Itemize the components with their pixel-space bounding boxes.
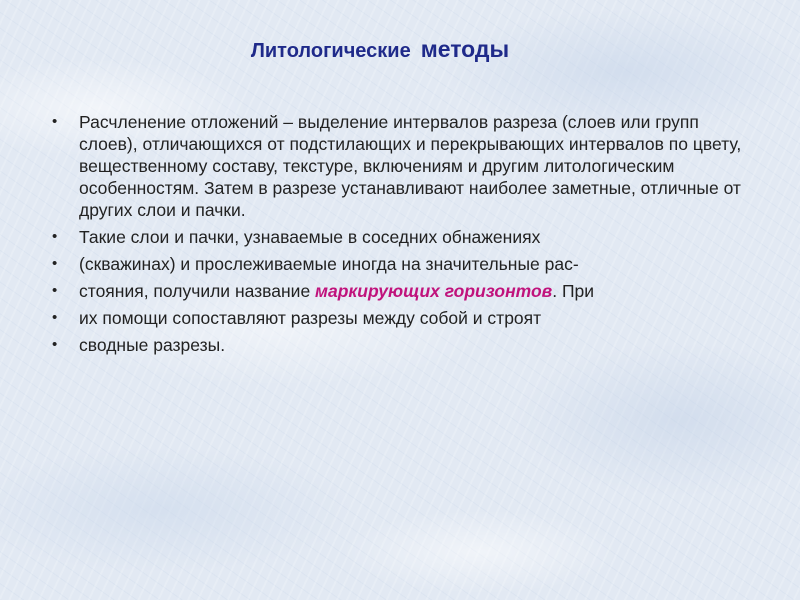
bullet-icon: • [52,228,58,245]
title-part-1: Литологические [250,40,411,62]
list-item-text: (скважинах) и прослеживаемые иногда на значительные рас- [79,254,579,274]
list-item-text: сводные разрезы. [79,335,226,355]
list-item [50,226,750,248]
title-part-2: методы [420,36,510,62]
list-item [50,111,750,221]
list-item [50,334,750,356]
highlighted-term: маркирующих горизонтов [315,281,553,301]
list-item-text: Расчленение отложений – выделение интервалов разреза (слоев или групп слоев), отличающихся от подстилающих и перекрывающих интервалов по цвету, вещественному составу, текстуре, включениям и другим литологическим особенностям. Затем в разрезе устанавливают наиболее заметные, отличные от других слои и пачки. [79,112,742,220]
list-item-text-after: . При [552,281,595,301]
list-item [50,307,750,329]
list-item [50,280,750,302]
list-item [50,253,750,275]
bullet-icon: • [52,309,58,326]
list-item-text: Такие слои и пачки, узнаваемые в соседних обнажениях [79,227,541,247]
bullet-icon: • [52,282,58,299]
list-item-text-before: стояния, получили название [79,281,316,301]
list-item-text: их помощи сопоставляют разрезы между собой и строят [79,308,542,328]
bullet-list [50,111,750,361]
bullet-icon: • [52,113,58,130]
slide-title [0,36,800,63]
bullet-icon: • [52,255,58,272]
bullet-icon: • [52,336,58,353]
